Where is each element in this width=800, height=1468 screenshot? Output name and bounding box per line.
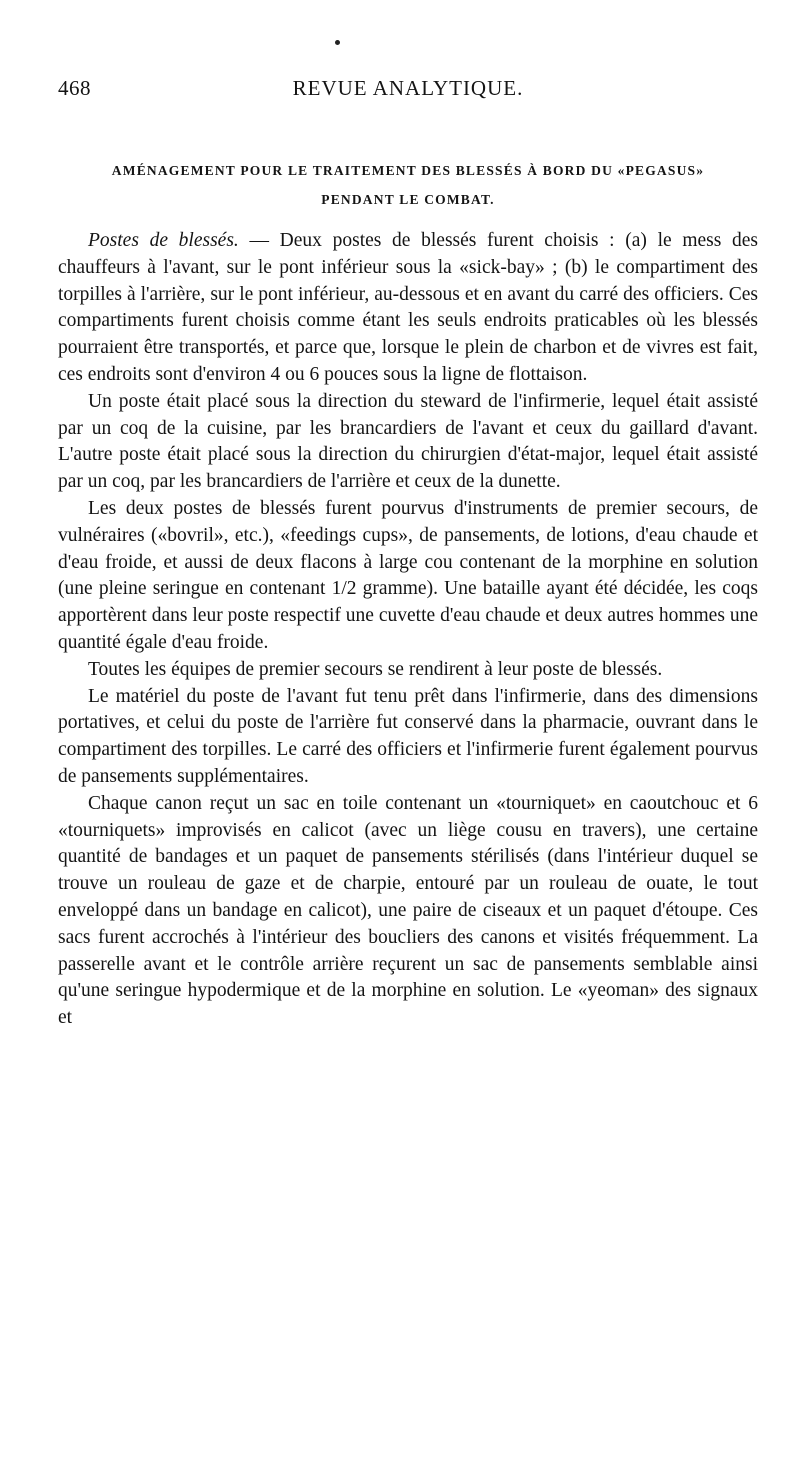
article-title-line-2: PENDANT LE COMBAT. (321, 192, 495, 207)
paragraph-5: Le matériel du poste de l'avant fut tenu prêt dans l'infirmerie, dans des dimensions portatives, et celui du poste de l'arrière fut conservé dans la pharmacie, ouvrant dans le compartiment des torpilles. Le carré des officiers et l'infirmerie furent également pourvus de pansements supplémentaires. (58, 685, 758, 787)
paragraph-4: Toutes les équipes de premier secours se rendirent à leur poste de blessés. (88, 658, 663, 680)
running-title: REVUE ANALYTIQUE. (292, 76, 524, 100)
page-number: 468 (58, 76, 91, 100)
lead-in: Postes de blessés. (88, 230, 239, 251)
ink-dot (335, 40, 340, 45)
running-head (58, 76, 758, 106)
paragraph-1-text: — Deux postes de blessés furent choisis : (a) le mess des chauffeurs à l'avant, sur le pont inférieur sous la «sick-bay» ; (b) le compartiment des torpilles à l'arrière, sur le pont inférieur, au-dessous et en avant du carré des officiers. Ces compartiments furent choisis comme étant les seuls endroits praticables où les blessés pourraient être transportés, et parce que, lorsque le plein de charbon et de vivres est fait, ces endroits sont d'environ 4 ou 6 pouces sous la ligne de flottaison. (58, 230, 758, 385)
article-title (58, 156, 758, 214)
paragraph-6: Chaque canon reçut un sac en toile contenant un «tourniquet» en caoutchouc et 6 «tourniquets» improvisés en calicot (avec un liège cousu en travers), une certaine quantité de bandages et un paquet de pansements stérilisés (dans l'intérieur duquel se trouve un rouleau de gaze et de charpie, entouré par un rouleau de ouate, le tout enveloppé dans un bandage en calicot), une paire de ciseaux et un paquet d'étoupe. Ces sacs furent accrochés à l'intérieur des boucliers des canons et visités fréquemment. La passerelle avant et le contrôle arrière reçurent un sac de pansements semblable ainsi qu'une seringue hypodermique et de la morphine en solution. Le «yeoman» des signaux et (58, 792, 758, 1029)
paragraph-3: Les deux postes de blessés furent pourvus d'instruments de premier secours, de vulnéraires («bovril», etc.), «feedings cups», de pansements, de lotions, d'eau chaude et d'eau froide, et aussi de deux flacons à large cou contenant de la morphine en solution (une pleine seringue en contenant 1/2 gramme). Une bataille ayant été décidée, les coqs apportèrent dans leur poste respectif une cuvette d'eau chaude et deux autres hommes une quantité égale d'eau froide. (58, 497, 758, 653)
article-title-line-1: AMÉNAGEMENT POUR LE TRAITEMENT DES BLESSÉS À BORD DU «PEGASUS» (111, 163, 705, 178)
paragraph-1 (58, 228, 758, 389)
paragraph-2: Un poste était placé sous la direction du steward de l'infirmerie, lequel était assisté par un coq de la cuisine, par les brancardiers de l'avant et ceux du gaillard d'avant. L'autre poste était placé sous la direction du chirurgien d'état-major, lequel était assisté par un coq, par les brancardiers de l'arrière et ceux de la dunette. (58, 390, 758, 493)
article-body (58, 228, 758, 1032)
